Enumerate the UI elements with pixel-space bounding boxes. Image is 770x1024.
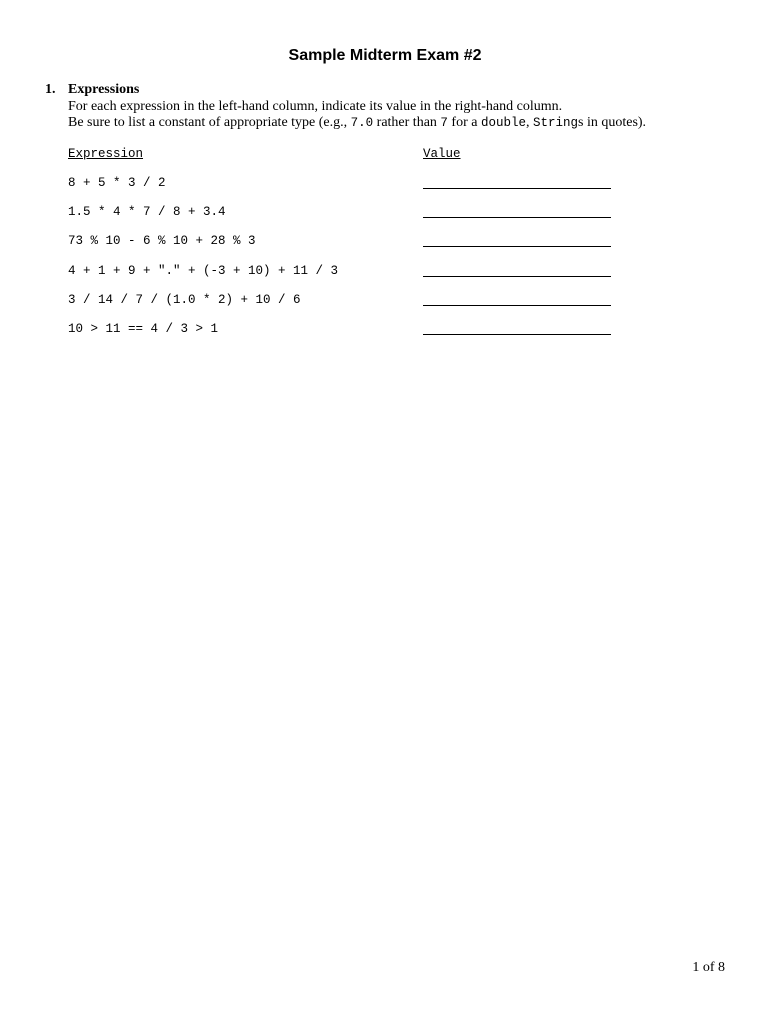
expression-row bbox=[0, 292, 770, 312]
expression-text: 10 > 11 == 4 / 3 > 1 bbox=[68, 322, 219, 336]
expression-row bbox=[0, 175, 770, 195]
expression-row bbox=[0, 321, 770, 341]
page-number: 1 of 8 bbox=[692, 960, 725, 975]
value-column-header: Value bbox=[423, 147, 461, 161]
page-title: Sample Midterm Exam #2 bbox=[288, 47, 482, 64]
expression-text: 73 % 10 - 6 % 10 + 28 % 3 bbox=[68, 234, 256, 248]
code-example-7: 7 bbox=[440, 116, 448, 130]
instruction-text: for a bbox=[447, 115, 481, 130]
instruction-text: rather than bbox=[373, 115, 441, 130]
answer-blank[interactable] bbox=[423, 246, 611, 247]
expression-text: 4 + 1 + 9 + "." + (-3 + 10) + 11 / 3 bbox=[68, 264, 339, 278]
expression-row bbox=[0, 233, 770, 253]
answer-blank[interactable] bbox=[423, 305, 611, 306]
expression-row bbox=[0, 204, 770, 224]
instruction-line-1: For each expression in the left-hand column, indicate its value in the right-hand column. bbox=[68, 99, 563, 114]
answer-blank[interactable] bbox=[423, 188, 611, 189]
instruction-text: s in quotes). bbox=[578, 115, 647, 130]
instruction-text: , bbox=[525, 115, 533, 130]
expression-text: 3 / 14 / 7 / (1.0 * 2) + 10 / 6 bbox=[68, 293, 301, 307]
code-example-7-0: 7.0 bbox=[350, 116, 374, 130]
expression-text: 8 + 5 * 3 / 2 bbox=[68, 176, 166, 190]
code-type-string: String bbox=[532, 116, 578, 130]
expression-row bbox=[0, 263, 770, 283]
instruction-line-2 bbox=[68, 115, 646, 131]
question-number: 1. bbox=[45, 82, 56, 97]
expression-text: 1.5 * 4 * 7 / 8 + 3.4 bbox=[68, 205, 226, 219]
question-heading: Expressions bbox=[68, 82, 140, 97]
answer-blank[interactable] bbox=[423, 276, 611, 277]
code-type-double: double bbox=[480, 116, 526, 130]
instruction-text: Be sure to list a constant of appropriate type (e.g., bbox=[68, 115, 351, 130]
answer-blank[interactable] bbox=[423, 334, 611, 335]
expression-column-header: Expression bbox=[68, 147, 144, 161]
answer-blank[interactable] bbox=[423, 217, 611, 218]
